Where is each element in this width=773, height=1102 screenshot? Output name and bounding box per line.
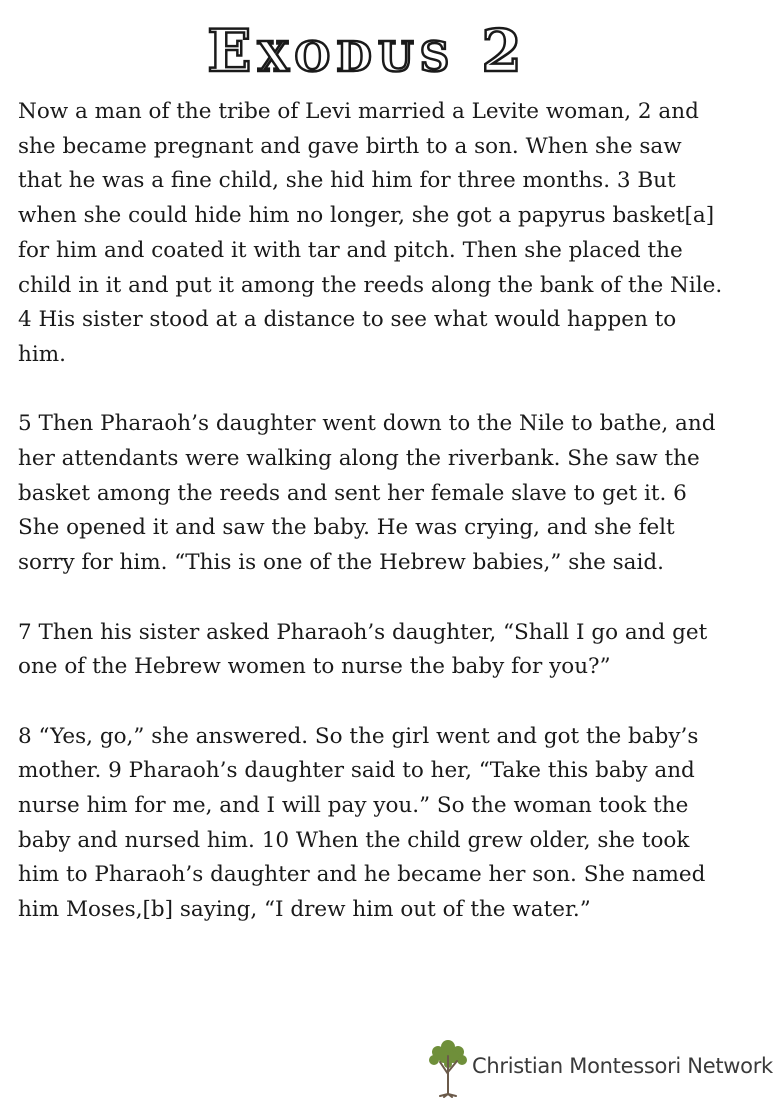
paragraph-4: 8 “Yes, go,” she answered. So the girl went and got the baby’s mother. 9 Pharaoh’s daughter said to her, “Take this baby and nurse him for me, and I will pay you.” So the woman took the baby and nursed him. 10 When the child grew older, she took him to Pharaoh’s daughter and he became her son. She named him Moses,[b] saying, “I drew him out of the water.” [18, 723, 706, 923]
scripture-text [18, 95, 723, 963]
page-title: Exodus 2 [207, 17, 528, 85]
paragraph-2: 5 Then Pharaoh’s daughter went down to the Nile to bathe, and her attendants were walking along the riverbank. She saw the basket among the reeds and sent her female slave to get it. 6 She opened it and saw the baby. He was crying, and she felt sorry for him. “This is one of the Hebrew babies,” she said. [18, 411, 716, 576]
tree-icon [424, 1038, 472, 1098]
brand-name: Christian Montessori Network [472, 1054, 773, 1078]
paragraph-3: 7 Then his sister asked Pharaoh’s daughter, “Shall I go and get one of the Hebrew women to nurse the baby for you?” [18, 619, 708, 680]
paragraph-1: Now a man of the tribe of Levi married a Levite woman, 2 and she became pregnant and gave birth to a son. When she saw that he was a fine child, she hid him for three months. 3 But when she could hide him no longer, she got a papyrus basket[a] for him and coated it with tar and pitch. Then she placed the child in it and put it among the reeds along the bank of the Nile. 4 His sister stood at a distance to see what would happen to him. [18, 99, 723, 367]
footer-logo [424, 1038, 773, 1098]
